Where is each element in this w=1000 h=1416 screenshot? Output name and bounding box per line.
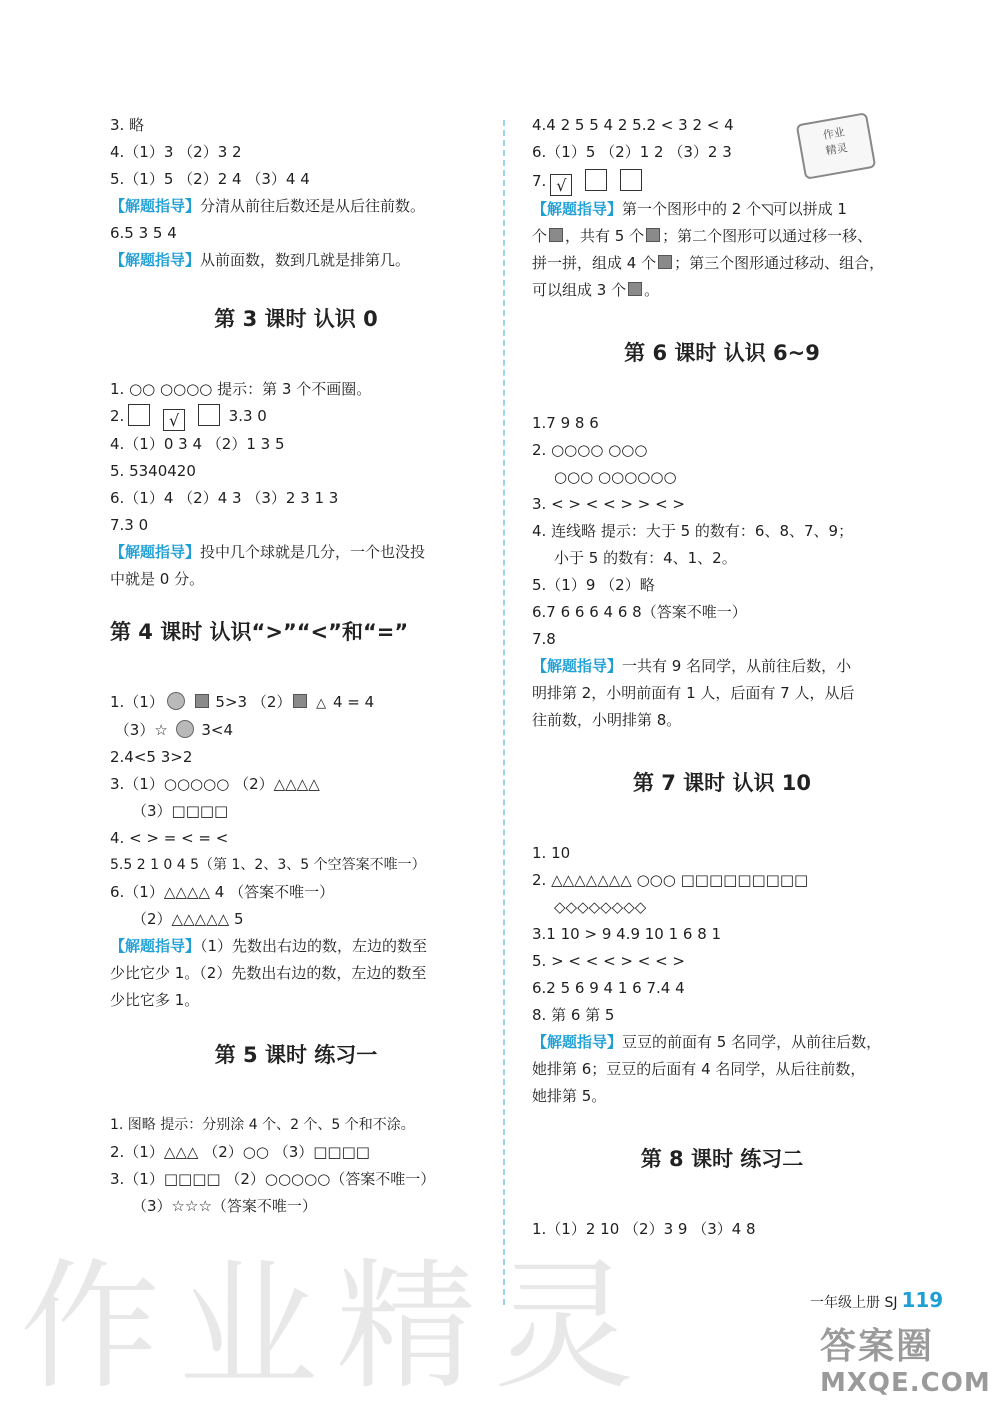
answer-line: ◇◇◇◇◇◇◇◇: [554, 898, 647, 916]
answer-line: 1. ○○ ○○○○ 提示：第 3 个不画圈。: [110, 380, 372, 398]
answer-line: 6.（1）5 （2）1 2 （3）2 3: [532, 143, 732, 161]
hint-text: 分清从前往后数还是从后往前数。: [200, 197, 426, 215]
hint-text: 从前面数，数到几就是排第几。: [200, 251, 411, 269]
answer-line: 4. < > = < = <: [110, 829, 229, 847]
answer-text: 4 = 4: [332, 693, 375, 711]
star-icon: ☆: [154, 721, 168, 739]
answer-number: 2.: [110, 407, 125, 425]
hint-text: （1）先数出右边的数，左边的数至: [200, 937, 428, 955]
hint-text: 一共有 9 名同学，从前往后数，小: [622, 657, 852, 675]
answer-line: 1.7 9 8 6: [532, 414, 599, 432]
hint-line-cont: 少比它少 1。（2）先数出右边的数，左边的数至: [110, 964, 427, 982]
triangle-icon: △: [316, 696, 327, 711]
answer-text: 3<4: [201, 721, 233, 739]
watermark-text: 作业精灵: [20, 1246, 653, 1409]
hint-line-cont: 她排第 6；豆豆的后面有 4 名同学，从后往前数，: [532, 1060, 866, 1078]
circle-icon: [176, 720, 194, 738]
hint-text: 可以拼成 1: [772, 200, 847, 218]
hint-tag: 【解题指导】: [532, 657, 623, 675]
stamp-line-1: 作业: [821, 125, 846, 143]
empty-box: [620, 169, 642, 191]
answer-text: 1.（1）: [110, 693, 164, 711]
answer-line-boxes: [110, 403, 482, 431]
empty-box: [128, 404, 150, 426]
square-icon: [646, 228, 660, 242]
section-heading-lesson-5: 第 5 课时 练习一: [214, 1043, 378, 1067]
hint-text: 第一个图形中的 2 个: [622, 200, 762, 218]
answer-line: 1.（1）2 10 （2）3 9 （3）4 8: [532, 1220, 756, 1238]
hint-tag: 【解题指导】: [110, 251, 201, 269]
answer-line: 7.8: [532, 630, 556, 648]
square-icon: [293, 694, 307, 708]
hint-text: 拼一拼，组成 4 个: [532, 254, 657, 272]
answer-line: （3）□□□□: [132, 802, 229, 820]
hint-text: ；第二个图形可以通过移一移、: [662, 227, 873, 245]
hint-line-cont: [532, 277, 912, 304]
answer-line: 5.（1）5 （2）2 4 （3）4 4: [110, 170, 310, 188]
hint-line: [110, 193, 482, 220]
answer-line: 5. 5340420: [110, 462, 196, 480]
checked-box: √: [163, 409, 185, 431]
answer-line: 4.（1）0 3 4 （2）1 3 5: [110, 435, 285, 453]
page-footer: [810, 1288, 943, 1312]
square-icon: [549, 228, 563, 242]
answer-text: 5>3 （2）: [215, 693, 292, 711]
hint-line-cont: 少比它多 1。: [110, 991, 200, 1009]
checked-box: √: [550, 174, 572, 196]
answer-line: 3.（1）○○○○○ （2）△△△△: [110, 775, 320, 793]
section-heading-lesson-3: 第 3 课时 认识 0: [214, 307, 378, 331]
answer-line: 4.4 2 5 5 4 2 5.2 < 3 2 < 4: [532, 116, 734, 134]
answer-line: 6.（1）△△△△ 4 （答案不唯一）: [110, 883, 335, 901]
answer-line-shapes: [110, 717, 482, 744]
answer-number: 7.: [532, 172, 547, 190]
answer-line: 4. 连线略 提示：大于 5 的数有：6、8、7、9；: [532, 522, 854, 540]
answer-line: 8. 第 6 第 5: [532, 1006, 615, 1024]
hint-tag: 【解题指导】: [532, 200, 623, 218]
answer-line: 2. △△△△△△△ ○○○ □□□□□□□□□: [532, 871, 809, 889]
answer-text: （3）: [114, 721, 155, 739]
hint-tag: 【解题指导】: [110, 543, 201, 561]
answer-line: 3.1 10 > 9 4.9 10 1 6 8 1: [532, 925, 722, 943]
hint-tag: 【解题指导】: [532, 1033, 623, 1051]
answer-line: 小于 5 的数有：4、1、2。: [554, 549, 737, 567]
hint-text: 可以组成 3 个: [532, 281, 627, 299]
hint-line-cont: [532, 250, 912, 277]
hint-line-cont: 她排第 5。: [532, 1087, 607, 1105]
section-heading-lesson-8: 第 8 课时 练习二: [640, 1147, 804, 1171]
hint-text: 豆豆的前面有 5 名同学，从前往后数，: [622, 1033, 882, 1051]
answer-line: 1. 10: [532, 844, 571, 862]
hint-line: [532, 1029, 912, 1056]
answer-line: ○○○ ○○○○○○: [554, 468, 677, 486]
hint-line: [532, 196, 912, 223]
answer-line: 1. 图略 提示：分别涂 4 个、2 个、5 个和不涂。: [110, 1117, 415, 1133]
square-icon: [658, 255, 672, 269]
hint-tag: 【解题指导】: [110, 197, 201, 215]
answer-line: 2. ○○○○ ○○○: [532, 441, 648, 459]
section-heading-lesson-4: 第 4 课时 认识“>”“<”和“=”: [110, 620, 409, 644]
hint-text: 投中几个球就是几分，一个也没投: [200, 543, 426, 561]
page-number: 119: [901, 1288, 944, 1312]
triangle-piece-icon: ◹: [761, 200, 773, 218]
hint-line: [532, 653, 912, 680]
left-column: [110, 112, 482, 1220]
right-column: [532, 112, 912, 1243]
hint-line-cont: 中就是 0 分。: [110, 570, 205, 588]
column-divider: [503, 120, 505, 1305]
answer-line: 5. > < < < > < < >: [532, 952, 686, 970]
answer-line: （3）☆☆☆（答案不唯一）: [132, 1197, 317, 1215]
answer-line: 7.3 0: [110, 516, 149, 534]
answer-line: 5.5 2 1 0 4 5（第 1、2、3、5 个空答案不唯一）: [110, 857, 426, 873]
site-url: MXQE.COM: [820, 1368, 991, 1398]
hint-line: [110, 247, 482, 274]
stamp-line-2: 精灵: [824, 141, 849, 158]
answer-line: 3. 略: [110, 116, 145, 134]
square-icon: [195, 694, 209, 708]
answer-line: 6.7 6 6 6 4 6 8（答案不唯一）: [532, 603, 747, 621]
answer-line: 3. < > < < > > < >: [532, 495, 686, 513]
hint-line: [110, 539, 482, 566]
hint-text: 个: [532, 227, 548, 245]
empty-box: [585, 169, 607, 191]
hint-line: [110, 933, 482, 960]
footer-label: 一年级上册 SJ: [810, 1295, 898, 1311]
answer-line: 2.4<5 3>2: [110, 748, 193, 766]
answer-line: 6.（1）4 （2）4 3 （3）2 3 1 3: [110, 489, 339, 507]
hint-line-cont: 往前数，小明排第 8。: [532, 711, 682, 729]
hint-line-cont: [532, 223, 912, 250]
answer-line: 2.（1）△△△ （2）○○ （3）□□□□: [110, 1143, 370, 1161]
section-heading-lesson-7: 第 7 课时 认识 10: [632, 771, 812, 795]
hint-text: ，共有 5 个: [565, 227, 645, 245]
answer-line: 5.（1）9 （2）略: [532, 576, 655, 594]
empty-box: [198, 404, 220, 426]
answer-line: 6.2 5 6 9 4 1 6 7.4 4: [532, 979, 685, 997]
answer-line: 4.（1）3 （2）3 2: [110, 143, 242, 161]
hint-text: ；第三个图形通过移动、组合，: [674, 254, 885, 272]
site-logo: 答案圈: [820, 1326, 935, 1367]
answer-line: 6.5 3 5 4: [110, 224, 177, 242]
hint-text: 。: [644, 281, 660, 299]
answer-text: 3.3 0: [228, 407, 267, 425]
hint-tag: 【解题指导】: [110, 937, 201, 955]
answer-line-shapes: [110, 689, 482, 717]
square-icon: [628, 282, 642, 296]
hint-line-cont: 明排第 2，小明前面有 1 人，后面有 7 人，从后: [532, 684, 855, 702]
answer-line-boxes: [532, 166, 912, 196]
answer-line: （2）△△△△△ 5: [132, 910, 244, 928]
circle-icon: [167, 692, 185, 710]
answer-line: 3.（1）□□□□ （2）○○○○○（答案不唯一）: [110, 1170, 436, 1188]
section-heading-lesson-6: 第 6 课时 认识 6~9: [624, 341, 820, 365]
